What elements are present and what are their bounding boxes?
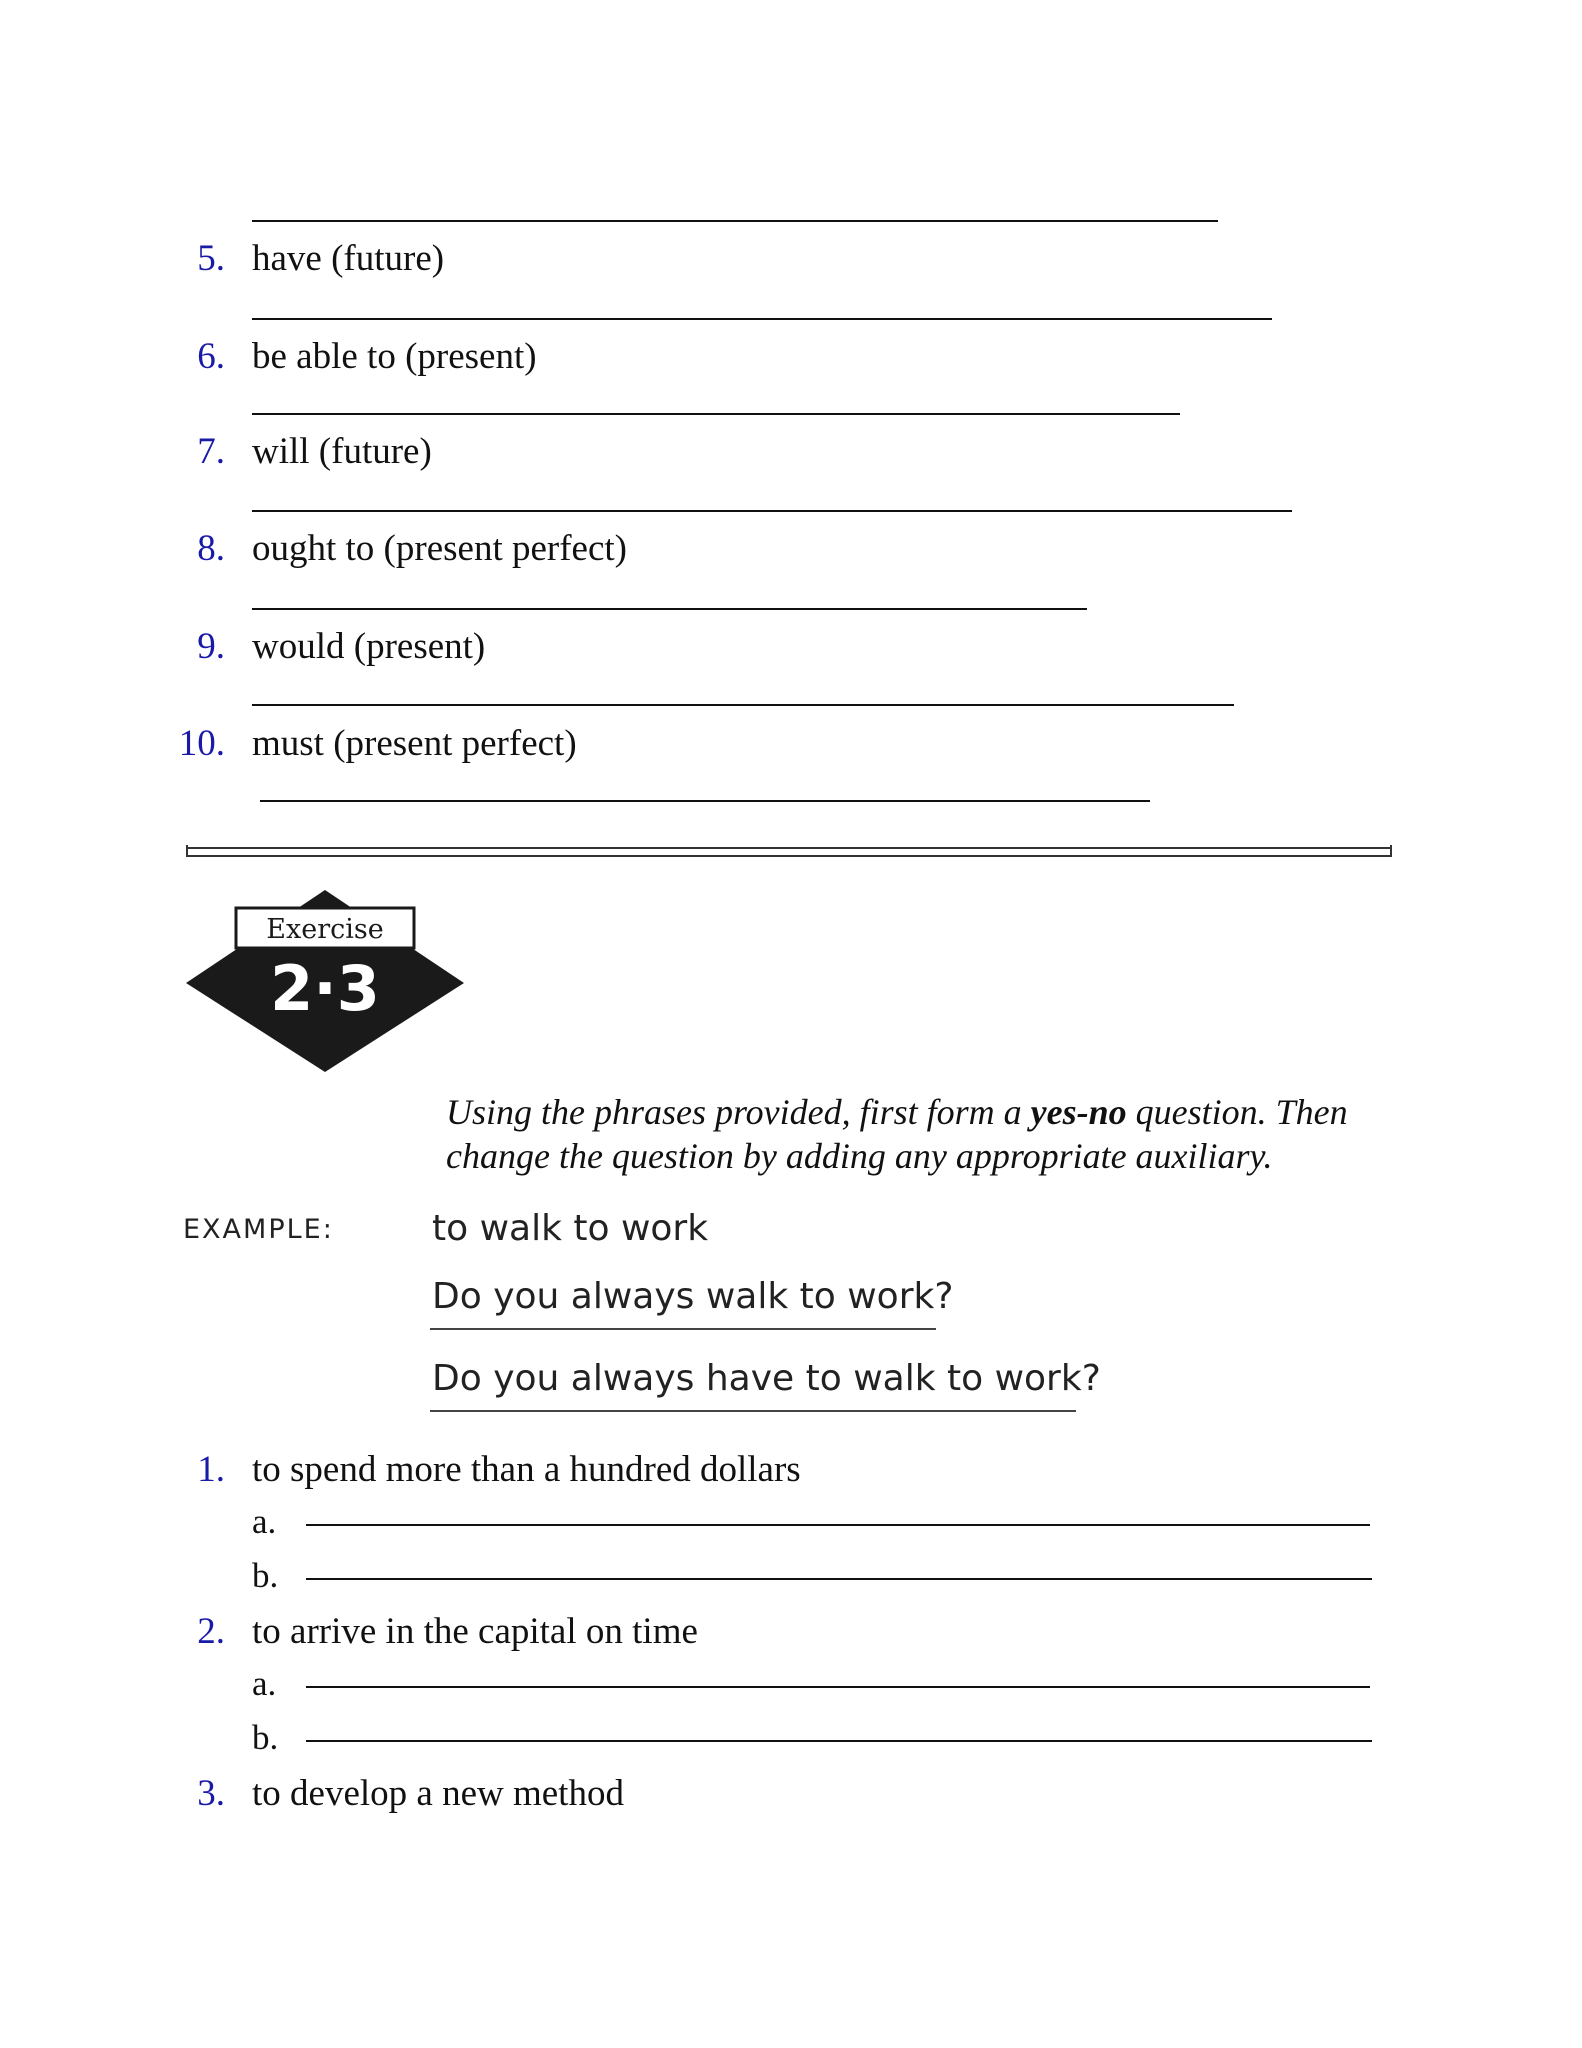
answer-line[interactable] [252,318,1272,320]
item-number: 10. [178,723,225,764]
answer-line[interactable] [306,1578,1372,1580]
item-number: 3. [197,1773,225,1814]
item-number: 7. [197,431,225,472]
item-number: 1. [197,1449,225,1490]
answer-line [252,220,1218,222]
item-text: to spend more than a hundred dollars [252,1449,801,1490]
answer-line[interactable] [306,1524,1370,1526]
section-divider-cap [1390,845,1392,857]
example-underline [430,1410,1076,1412]
item-text: ought to (present perfect) [252,528,627,569]
item-text: must (present perfect) [252,723,577,764]
item-number: 8. [197,528,225,569]
item-number: 5. [197,238,225,279]
exercise-badge [184,888,466,1074]
exercise-number: 2·3 [270,952,380,1025]
item-text: to develop a new method [252,1773,624,1814]
answer-line[interactable] [252,704,1234,706]
instructions [446,1090,1406,1178]
sub-label-a: a. [252,1502,277,1541]
item-text: have (future) [252,238,445,279]
item-text: to arrive in the capital on time [252,1611,698,1652]
exercise-label: Exercise [266,914,384,945]
example-answer-1: Do you always walk to work? [432,1276,954,1317]
item-number: 9. [197,626,225,667]
answer-line[interactable] [252,608,1087,610]
answer-line[interactable] [306,1686,1370,1688]
example-label: EXAMPLE: [183,1214,334,1245]
example-phrase: to walk to work [432,1208,709,1249]
answer-line[interactable] [260,800,1150,802]
answer-line[interactable] [252,510,1292,512]
sub-label-a: a. [252,1664,277,1703]
section-divider [186,847,1392,857]
instructions-emphasis: yes-no [1030,1092,1127,1132]
instructions-text: question. Then change the question by adding any appropriate auxiliary. [446,1092,1348,1176]
answer-line[interactable] [306,1740,1372,1742]
example-answer-2: Do you always have to walk to work? [432,1358,1101,1399]
item-number: 6. [197,336,225,377]
sub-label-b: b. [252,1556,279,1595]
sub-label-b: b. [252,1718,279,1757]
instructions-text: Using the phrases provided, first form a [446,1092,1031,1132]
item-text: will (future) [252,431,432,472]
answer-line[interactable] [252,413,1180,415]
section-divider-cap [186,845,188,857]
example-underline [430,1328,936,1330]
item-number: 2. [197,1611,225,1652]
item-text: be able to (present) [252,336,537,377]
item-text: would (present) [252,626,486,667]
